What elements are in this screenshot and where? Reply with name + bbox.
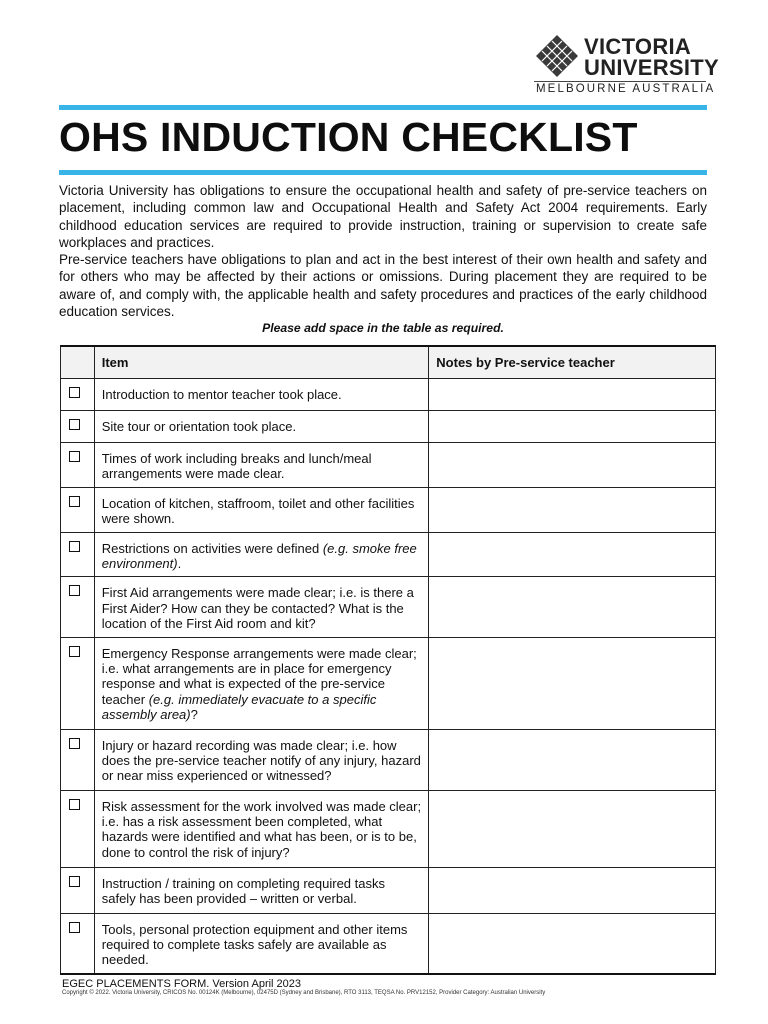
item-cell xyxy=(94,637,429,729)
item-cell xyxy=(94,532,429,577)
checkbox-cell xyxy=(61,443,95,488)
notes-cell[interactable] xyxy=(429,729,716,790)
checkbox-cell xyxy=(61,913,95,974)
item-cell xyxy=(94,411,429,443)
notes-cell[interactable] xyxy=(429,532,716,577)
item-cell xyxy=(94,913,429,974)
item-cell xyxy=(94,790,429,867)
checkbox-icon[interactable] xyxy=(69,541,80,552)
item-text xyxy=(95,791,429,866)
checkbox-icon[interactable] xyxy=(69,496,80,507)
item-text-main: Times of work including breaks and lunch/meal arrangements were made clear. xyxy=(101,451,372,482)
notes-cell[interactable] xyxy=(429,411,716,443)
checkbox-icon[interactable] xyxy=(69,799,80,810)
logo-wordmark xyxy=(584,36,719,78)
item-text xyxy=(95,730,429,789)
table-row xyxy=(61,637,716,729)
item-text-example: (e.g. immediately evacuate to a specific assembly area) xyxy=(101,691,377,723)
checklist-table xyxy=(60,345,716,975)
item-text xyxy=(95,577,429,636)
notes-cell[interactable] xyxy=(429,443,716,488)
notes-cell[interactable] xyxy=(429,867,716,913)
item-text-suffix: . xyxy=(177,556,182,572)
header-item: Item xyxy=(94,346,429,379)
item-text xyxy=(95,379,429,407)
item-text xyxy=(95,443,429,487)
checkbox-icon[interactable] xyxy=(69,738,80,749)
item-cell xyxy=(94,443,429,488)
checkbox-cell xyxy=(61,411,95,443)
footer-copyright: Copyright © 2022. Victoria University, CRICOS No. 00124K (Melbourne), 02475D (Sydney and Brisbane), RTO 3113, TEQSA No. PRV12152, Provider Category: Australian University xyxy=(62,990,546,996)
checkbox-cell xyxy=(61,637,95,729)
checkbox-icon[interactable] xyxy=(69,387,80,398)
checkbox-icon[interactable] xyxy=(69,876,80,887)
item-text-suffix: ? xyxy=(190,707,198,723)
intro-paragraph-1: Victoria University has obligations to ensure the occupational health and safety of pre-service teachers on placement, including common law and Occupational Health and Safety Act 2004 requirements. Early childhood education services are required to provide instruction, training or supervision to create safe workplaces and practices. xyxy=(59,183,707,250)
checkbox-cell xyxy=(61,729,95,790)
notes-cell[interactable] xyxy=(429,577,716,637)
table-row xyxy=(61,729,716,790)
item-cell xyxy=(94,577,429,637)
checklist-body xyxy=(61,379,716,975)
checkbox-cell xyxy=(61,379,95,411)
item-text xyxy=(95,868,429,912)
checkbox-cell xyxy=(61,867,95,913)
checkbox-icon[interactable] xyxy=(69,646,80,657)
checkbox-icon[interactable] xyxy=(69,922,80,933)
item-cell xyxy=(94,867,429,913)
item-cell xyxy=(94,487,429,532)
item-text-main: Risk assessment for the work involved was made clear; i.e. has a risk assessment been completed, what hazards were identified and what has been, or is to be, done to control the risk of injury? xyxy=(101,798,422,860)
item-text xyxy=(95,533,429,577)
intro-paragraph-2: Pre-service teachers have obligations to plan and act in the best interest of their own health and safety and for others who may be affected by their actions or omissions. During placement they are required to be aware of, and comply with, the applicable health and safety procedures and practices of the early childhood education services. xyxy=(59,252,707,320)
item-text xyxy=(95,914,429,973)
notes-cell[interactable] xyxy=(429,790,716,867)
item-text-example: (e.g. smoke free environment) xyxy=(101,540,417,572)
table-row xyxy=(61,379,716,411)
notes-cell[interactable] xyxy=(429,487,716,532)
table-row xyxy=(61,411,716,443)
item-cell xyxy=(94,729,429,790)
checkbox-icon[interactable] xyxy=(69,451,80,462)
item-text-main: First Aid arrangements were made clear; i.e. is there a First Aider? How can they be contacted? What is the location of the First Aid room and kit? xyxy=(101,585,414,632)
logo-subtitle: MELBOURNE AUSTRALIA xyxy=(536,83,716,95)
item-text-main: Tools, personal protection equipment and other items required to complete tasks safely are available as needed. xyxy=(101,921,408,968)
checkbox-cell xyxy=(61,487,95,532)
checkbox-cell xyxy=(61,577,95,637)
table-row xyxy=(61,443,716,488)
checkbox-cell xyxy=(61,532,95,577)
table-note: Please add space in the table as required. xyxy=(262,321,504,335)
logo-name-line1: VICTORIA xyxy=(584,34,692,59)
item-text xyxy=(95,638,429,728)
item-text-main: Location of kitchen, staffroom, toilet and other facilities were shown. xyxy=(101,495,415,527)
accent-bar-top xyxy=(59,105,707,110)
footer-form-version: EGEC PLACEMENTS FORM. Version April 2023 xyxy=(62,978,302,990)
item-text-main: Emergency Response arrangements were made clear; i.e. what arrangements are in place for emergency response and what is expected of the pre-service teacher xyxy=(101,645,417,707)
notes-cell[interactable] xyxy=(429,913,716,974)
table-row xyxy=(61,532,716,577)
notes-cell[interactable] xyxy=(429,637,716,729)
item-text-main: Injury or hazard recording was made clear; i.e. how does the pre-service teacher notify of any injury, hazard or near miss experienced or witnessed? xyxy=(101,737,421,784)
checkbox-icon[interactable] xyxy=(69,419,80,430)
table-header-row xyxy=(61,346,716,379)
item-text xyxy=(95,411,429,439)
item-text xyxy=(95,488,429,532)
table-row xyxy=(61,577,716,637)
item-text-main: Introduction to mentor teacher took place. xyxy=(101,387,342,402)
university-logo xyxy=(534,34,720,96)
item-cell xyxy=(94,379,429,411)
intro-text xyxy=(59,182,707,320)
accent-bar-bottom xyxy=(59,170,707,175)
header-check xyxy=(61,346,95,379)
table-row xyxy=(61,867,716,913)
table-row xyxy=(61,913,716,974)
item-text-main: Site tour or orientation took place. xyxy=(101,419,297,434)
header-notes: Notes by Pre-service teacher xyxy=(429,346,716,379)
checkbox-cell xyxy=(61,790,95,867)
notes-cell[interactable] xyxy=(429,379,716,411)
logo-divider xyxy=(534,81,706,82)
diamond-logo-icon xyxy=(534,34,580,78)
item-text-main: Instruction / training on completing required tasks safely has been provided – written or verbal. xyxy=(101,875,385,907)
item-text-main: Restrictions on activities were defined xyxy=(101,540,323,556)
page-title: OHS INDUCTION CHECKLIST xyxy=(59,114,638,160)
table-row xyxy=(61,790,716,867)
checkbox-icon[interactable] xyxy=(69,585,80,596)
logo-name-line2: UNIVERSITY xyxy=(584,55,720,80)
table-row xyxy=(61,487,716,532)
